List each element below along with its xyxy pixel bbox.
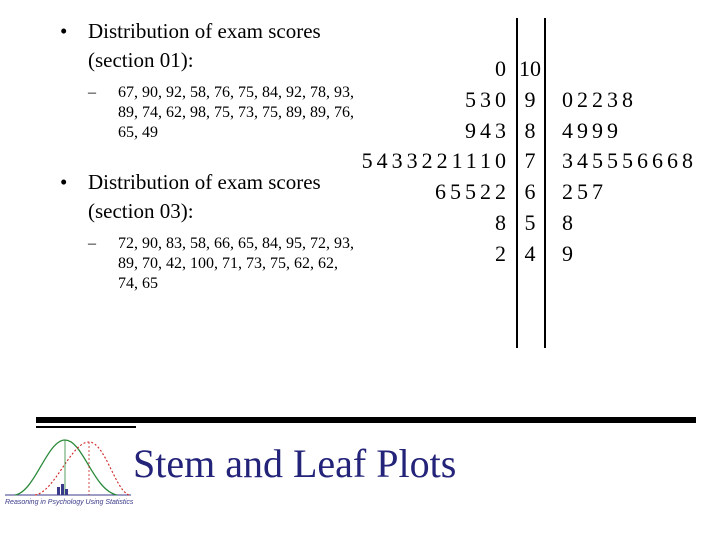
stem-row — [330, 146, 710, 176]
section-03-scores: 72, 90, 83, 58, 66, 65, 84, 95, 72, 93, 89, 70, 42, 100, 71, 73, 75, 62, 62, 74, 65 — [118, 235, 354, 292]
leaves-section-03: 02238 — [562, 86, 637, 112]
footer-divider — [36, 417, 696, 423]
stem-row — [330, 177, 710, 207]
stem-value: 4 — [524, 240, 536, 266]
leaves-section-01: 65522 — [435, 179, 510, 205]
leaves-section-01: 0 — [495, 56, 510, 81]
stem-row — [330, 116, 710, 146]
leaves-section-03: 9 — [562, 240, 577, 266]
section-01-heading: Distribution of exam scores (section 01): — [88, 19, 321, 72]
section-01-scores: 67, 90, 92, 58, 76, 75, 84, 92, 78, 93, 89, 74, 62, 98, 75, 73, 75, 89, 89, 76, 65, 49 — [118, 84, 354, 141]
leaves-section-01: 2 — [495, 240, 510, 266]
stem-value: 5 — [524, 210, 536, 235]
leaves-section-03: 4999 — [562, 117, 622, 143]
stem-value: 6 — [524, 179, 536, 205]
stem-row — [330, 239, 710, 269]
leaves-section-01: 8 — [495, 210, 510, 235]
leaves-section-03: 8 — [562, 210, 577, 235]
stem-value: 8 — [524, 117, 536, 143]
bullet-dot: • — [60, 170, 68, 194]
stem-value: 7 — [524, 148, 536, 174]
stem-row — [330, 54, 710, 84]
stem-value: 10 — [519, 56, 541, 81]
leaves-section-03: 345556668 — [562, 148, 697, 174]
section-01-bullet — [60, 17, 360, 143]
stem-row — [330, 85, 710, 115]
leaves-section-01: 5433221110 — [361, 148, 510, 174]
section-03-heading: Distribution of exam scores (section 03): — [88, 170, 321, 223]
leaves-section-01: 943 — [465, 117, 510, 143]
bullet-dot: • — [60, 19, 68, 43]
leaves-section-01: 530 — [465, 86, 510, 112]
dash-marker: – — [88, 84, 96, 101]
dash-marker: – — [88, 235, 96, 252]
stem-row — [330, 208, 710, 238]
section-03-bullet — [60, 168, 360, 294]
leaves-section-03: 257 — [562, 179, 607, 205]
slide-title: Stem and Leaf Plots — [133, 441, 457, 486]
logo-caption: Reasoning in Psychology Using Statistics — [5, 499, 134, 506]
stem-value: 9 — [524, 86, 536, 112]
footer-divider-thin — [36, 426, 136, 428]
